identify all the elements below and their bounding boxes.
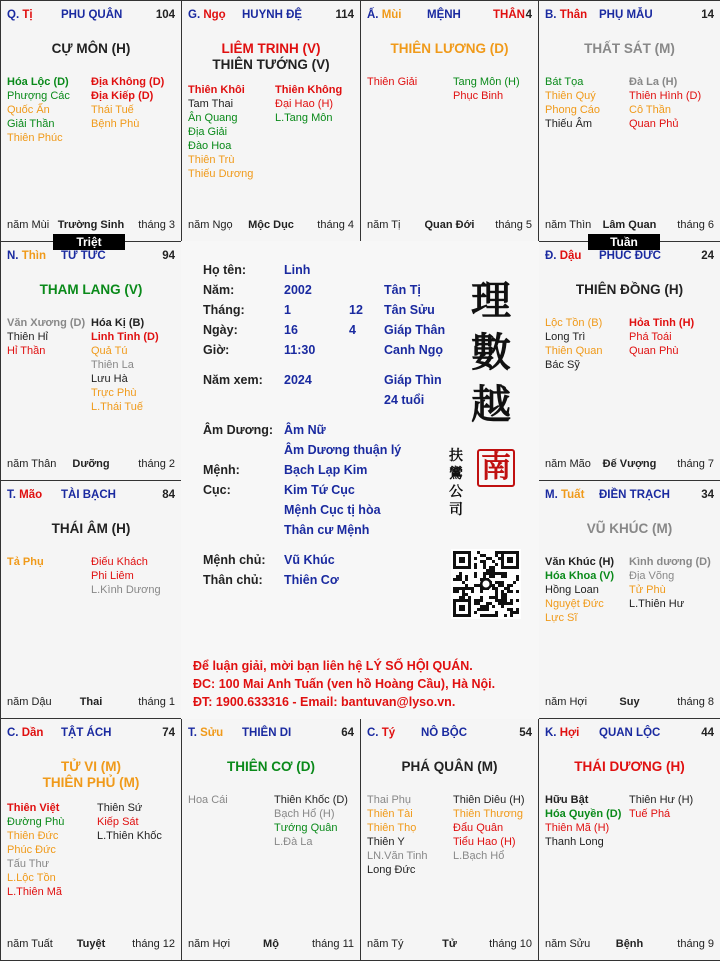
hour-label: Giờ: — [203, 343, 230, 357]
star-item: L.Tang Môn — [275, 112, 333, 124]
star-item: Lộc Tồn (B) — [545, 317, 603, 329]
main-star: THIÊN TƯỚNG (V) — [212, 57, 330, 72]
star-item: Thiếu Âm — [545, 118, 593, 130]
palace-header — [188, 9, 354, 25]
palace-cell-dau[interactable] — [538, 241, 720, 481]
stars-right — [91, 75, 164, 131]
star-item: L.Thái Tuế — [91, 401, 143, 413]
year-value: 2002 — [284, 283, 312, 297]
month-marker: tháng 4 — [317, 219, 354, 231]
star-item: Thiên Tài — [367, 808, 413, 820]
contact-address: ĐC: 100 Mai Anh Tuấn (ven hồ Hoàng Cầu), Hà Nội. — [193, 677, 496, 691]
year-label: Năm: — [203, 283, 235, 297]
branch-name: Thìn — [21, 250, 46, 262]
palace-name: HUYNH ĐỆ — [242, 9, 303, 21]
branch-code: C. — [367, 727, 382, 739]
menh-chu-value: Vũ Khúc — [284, 553, 335, 567]
palace-cell-suu[interactable] — [181, 718, 361, 961]
star-item: L.Kình Dương — [91, 584, 161, 596]
branch-name: Dần — [21, 727, 44, 739]
star-item: Cô Thần — [629, 104, 671, 116]
name-label: Họ tên: — [203, 263, 247, 277]
main-star: THÁI DƯƠNG (H) — [574, 759, 685, 774]
star-item: Thiên Thọ — [367, 822, 417, 834]
month-label: Tháng: — [203, 303, 245, 317]
star-item: Thiên Hình (D) — [629, 90, 702, 102]
star-item: Hóa Khoa (V) — [545, 570, 615, 582]
month-marker: tháng 9 — [677, 938, 714, 950]
palace-number: 104 — [155, 9, 175, 21]
main-star: THẤT SÁT (M) — [584, 41, 675, 56]
red-seal-stamp: 南 — [477, 449, 515, 487]
palace-number: 44 — [701, 727, 714, 739]
palace-footer — [7, 219, 175, 233]
palace-footer — [7, 458, 175, 472]
stars-right — [275, 83, 342, 125]
palace-number: 114 — [335, 9, 354, 21]
star-item: Long Trì — [545, 331, 586, 343]
than-cu-note: Thân cư Mệnh — [284, 523, 370, 537]
life-phase: Suy — [619, 696, 640, 708]
life-phase: Lâm Quan — [602, 219, 657, 231]
palace-footer — [7, 938, 175, 952]
star-item: Bệnh Phù — [91, 118, 140, 130]
name-value: Linh — [284, 263, 311, 277]
star-item: Tam Thai — [188, 98, 234, 110]
branch-code: G. — [188, 9, 204, 21]
star-item: Văn Xương (D) — [7, 317, 86, 329]
star-item: Địa Không (D) — [91, 76, 165, 88]
than-chu-label: Thân chủ: — [203, 573, 263, 587]
star-item: Thai Phụ — [367, 794, 412, 806]
hour-value: 11:30 — [284, 343, 316, 357]
star-item: Tử Phù — [629, 584, 666, 596]
star-item: Tang Môn (H) — [453, 76, 520, 88]
main-star: TỬ VI (M) — [61, 759, 121, 774]
year-marker: năm Thân — [7, 458, 57, 470]
main-star: THIÊN ĐỒNG (H) — [575, 282, 684, 297]
main-star: CỰ MÔN (H) — [51, 41, 131, 56]
palace-cell-than_p[interactable] — [538, 0, 720, 242]
star-item: Thiên Hỉ — [7, 331, 48, 343]
view-year-label: Năm xem: — [203, 373, 263, 387]
calligraphy-logo: 理 數 越 — [471, 277, 511, 428]
amduong-label: Âm Dương: — [203, 423, 274, 437]
palace-header — [545, 9, 714, 25]
main-star: THÁI ÂM (H) — [51, 521, 131, 536]
star-item: Đường Phù — [7, 816, 65, 828]
star-item: LN.Văn Tinh — [367, 850, 428, 862]
palace-cell-dan[interactable] — [0, 718, 182, 961]
stars-right — [91, 316, 159, 414]
palace-header — [7, 489, 175, 505]
star-item: Giải Thần — [7, 118, 55, 130]
view-year-value: 2024 — [284, 373, 312, 387]
palace-footer — [545, 458, 714, 472]
month-marker: tháng 8 — [677, 696, 714, 708]
center-info-panel — [181, 241, 539, 719]
stars-right — [274, 793, 348, 849]
life-phase: Thai — [79, 696, 103, 708]
star-item: L.Lộc Tồn — [7, 872, 56, 884]
star-item: Thiên Y — [367, 836, 405, 848]
star-item: Đà La (H) — [629, 76, 678, 88]
star-item: Phúc Đức — [7, 844, 56, 856]
palace-footer — [367, 219, 532, 233]
month-marker: tháng 7 — [677, 458, 714, 470]
branch-name: Hợi — [559, 727, 580, 739]
star-item: Lưu Hà — [91, 373, 128, 385]
star-item: Bát Tọa — [545, 76, 584, 88]
amduong-note: Âm Dương thuận lý — [284, 443, 402, 457]
star-item: Kình dương (D) — [629, 556, 711, 568]
contact-phone-email[interactable]: ĐT: 1900.633316 - Email: bantuvan@lyso.vn. — [193, 695, 456, 709]
palace-cell-thin[interactable] — [0, 241, 182, 481]
palace-number: 4 — [525, 9, 532, 21]
branch-code: B. — [545, 9, 560, 21]
life-phase: Mộ — [263, 938, 279, 950]
branch-code: N. — [7, 250, 22, 262]
year-marker: năm Thìn — [545, 219, 592, 231]
star-item: Tiểu Hao (H) — [453, 836, 516, 848]
palace-name: PHÚC ĐỨC — [599, 250, 661, 262]
menh-value: Bạch Lạp Kim — [284, 463, 368, 477]
star-item: Tướng Quân — [274, 822, 338, 834]
palace-cell-mao[interactable] — [0, 480, 182, 719]
year-marker: năm Hợi — [545, 696, 588, 708]
year-marker: năm Hợi — [188, 938, 231, 950]
star-item: Hỏa Tinh (H) — [629, 317, 695, 329]
branch-name: Tý — [381, 727, 396, 739]
palace-footer — [7, 696, 175, 710]
cuc-value: Kim Tứ Cục — [284, 483, 355, 497]
palace-header — [545, 727, 714, 743]
month-can: Tân Sửu — [384, 303, 435, 317]
branch-code: T. — [7, 489, 20, 501]
life-phase: Dưỡng — [72, 458, 110, 470]
palace-cell-ngo[interactable] — [181, 0, 361, 242]
palace-name: TẬT ÁCH — [61, 727, 112, 739]
branch-name: Sửu — [200, 727, 224, 739]
star-item: L.Đà La — [274, 836, 313, 848]
palace-header — [188, 727, 354, 743]
star-item: Hoa Cái — [188, 794, 228, 806]
stars-left — [188, 793, 228, 807]
menh-chu-label: Mệnh chủ: — [203, 553, 266, 567]
palace-number: 94 — [162, 250, 175, 262]
star-item: Linh Tinh (D) — [91, 331, 159, 343]
star-item: Thiên Phúc — [7, 132, 63, 144]
palace-footer — [545, 938, 714, 952]
star-item: Tả Phụ — [7, 556, 44, 568]
stars-left — [545, 316, 602, 372]
star-item: Thiên Khôi — [188, 84, 245, 96]
stars-left — [188, 83, 253, 181]
palace-footer — [545, 219, 714, 233]
palace-cell-hoi[interactable] — [538, 718, 720, 961]
star-item: Đào Hoa — [188, 140, 232, 152]
stars-left — [7, 801, 64, 899]
star-item: Thiên Hư (H) — [629, 794, 694, 806]
contact-line-1: Để luận giải, mời bạn liên hệ LÝ SỐ HỘI QUÁN. — [193, 659, 473, 673]
year-marker: năm Tuất — [7, 938, 53, 950]
palace-number: 54 — [519, 727, 532, 739]
hour-can: Canh Ngọ — [384, 343, 444, 357]
palace-number: 84 — [162, 489, 175, 501]
triet-tag: Triệt — [53, 234, 125, 250]
palace-name: PHU QUÂN — [61, 9, 123, 21]
stars-right — [629, 316, 694, 358]
palace-cell-ty[interactable] — [0, 0, 182, 242]
palace-cell-tuat[interactable] — [538, 480, 720, 719]
star-item: Tấu Thư — [7, 858, 50, 870]
star-item: Thiên Đức — [7, 830, 59, 842]
year-marker: năm Tý — [367, 938, 404, 950]
main-star: PHÁ QUÂN (M) — [401, 759, 498, 774]
tuan-tag: Tuần — [588, 234, 660, 250]
star-item: Văn Khúc (H) — [545, 556, 615, 568]
month-marker: tháng 3 — [138, 219, 175, 231]
palace-footer — [367, 938, 532, 952]
star-item: Thiên Quan — [545, 345, 603, 357]
star-item: Bạch Hổ (H) — [274, 808, 335, 820]
main-star: THIÊN LƯƠNG (D) — [390, 41, 509, 56]
year-marker: năm Dậu — [7, 696, 52, 708]
palace-name: THIÊN DI — [242, 727, 292, 739]
star-item: Lực Sĩ — [545, 612, 578, 624]
seal-subtitle: 扶 鸞 公 司 — [449, 448, 463, 518]
star-item: Hỉ Thần — [7, 345, 46, 357]
palace-cell-mui[interactable] — [360, 0, 539, 242]
month-marker: tháng 6 — [677, 219, 714, 231]
month-lunar: 12 — [349, 303, 363, 317]
star-item: Thiên Việt — [7, 802, 60, 814]
life-phase: Bệnh — [615, 938, 644, 950]
star-item: Hóa Quyền (D) — [545, 808, 622, 820]
year-marker: năm Sửu — [545, 938, 591, 950]
stars-left — [7, 555, 44, 569]
star-item: Thiên Diêu (H) — [453, 794, 525, 806]
branch-code: C. — [7, 727, 22, 739]
main-star: THAM LANG (V) — [39, 282, 143, 297]
palace-footer — [545, 696, 714, 710]
stars-right — [629, 793, 693, 821]
star-item: Phượng Các — [7, 90, 70, 102]
star-item: Hóa Kị (B) — [91, 317, 145, 329]
stars-right — [453, 793, 525, 863]
star-item: Thiên Thương — [453, 808, 524, 820]
star-item: Hữu Bật — [545, 794, 589, 806]
day-can: Giáp Thân — [384, 323, 446, 337]
star-item: Thiên Khốc (D) — [274, 794, 348, 806]
palace-name: QUAN LỘC — [599, 727, 661, 739]
stars-left — [545, 75, 600, 131]
main-star: LIÊM TRINH (V) — [221, 41, 321, 56]
main-star: THIÊN PHỦ (M) — [42, 775, 140, 790]
palace-number: 74 — [162, 727, 175, 739]
life-phase: Tử — [442, 938, 457, 950]
month-marker: tháng 11 — [311, 938, 354, 950]
palace-header — [7, 727, 175, 743]
year-marker: năm Tị — [367, 219, 401, 231]
star-item: Địa Kiếp (D) — [91, 90, 154, 102]
star-item: Nguyệt Đức — [545, 598, 604, 610]
star-item: Phong Cáo — [545, 104, 601, 116]
branch-code: Đ. — [545, 250, 560, 262]
stars-left — [367, 75, 417, 89]
age-value: 24 tuổi — [384, 393, 425, 407]
palace-name: TÀI BẠCH — [61, 489, 116, 501]
palace-number: 24 — [701, 250, 714, 262]
star-item: Thiên La — [91, 359, 134, 371]
palace-footer — [188, 938, 354, 952]
palace-name: MỆNH — [427, 9, 461, 21]
palace-name: PHỤ MẪU — [599, 9, 653, 21]
stars-right — [91, 555, 161, 597]
amduong-value: Âm Nữ — [284, 423, 326, 437]
star-item: Thiếu Dương — [188, 168, 254, 180]
star-item: Thiên Không — [275, 84, 343, 96]
view-year-can: Giáp Thìn — [384, 373, 442, 387]
branch-name: Tị — [22, 9, 33, 21]
stars-right — [629, 75, 701, 131]
star-item: L.Thiên Khốc — [97, 830, 162, 842]
palace-cell-ty2[interactable] — [360, 718, 539, 961]
year-can: Tân Tị — [384, 283, 421, 297]
branch-code: Ấ. — [367, 9, 382, 21]
branch-name: Dậu — [559, 250, 582, 262]
stars-left — [545, 793, 621, 849]
branch-name: Ngọ — [203, 9, 226, 21]
star-item: Kiếp Sát — [97, 816, 139, 828]
than-chu-value: Thiên Cơ — [284, 573, 339, 587]
star-item: Trực Phù — [91, 387, 137, 399]
star-item: Phá Toái — [629, 331, 672, 343]
day-lunar: 4 — [349, 323, 356, 337]
branch-name: Tuất — [560, 489, 585, 501]
star-item: Hóa Lộc (D) — [7, 76, 69, 88]
cuc-label: Cục: — [203, 483, 231, 497]
star-item: Thiên Giải — [367, 76, 418, 88]
year-marker: năm Ngọ — [188, 219, 233, 231]
star-item: Quan Phủ — [629, 118, 679, 130]
month-marker: tháng 2 — [138, 458, 175, 470]
star-item: L.Thiên Hư — [629, 598, 685, 610]
star-item: Thái Tuế — [91, 104, 134, 116]
star-item: Địa Võng — [629, 570, 675, 582]
month-marker: tháng 10 — [489, 938, 532, 950]
branch-code: K. — [545, 727, 560, 739]
cuc-note: Mệnh Cục tị hòa — [284, 503, 381, 517]
palace-footer — [188, 219, 354, 233]
palace-header — [545, 489, 714, 505]
qr-code[interactable] — [451, 549, 521, 619]
life-phase: Mộc Dục — [248, 219, 294, 231]
main-star: THIÊN CƠ (D) — [226, 759, 315, 774]
palace-name: NÔ BỘC — [421, 727, 467, 739]
branch-name: Thân — [559, 9, 588, 21]
stars-right — [453, 75, 520, 103]
star-item: Thanh Long — [545, 836, 604, 848]
life-phase: Đế Vượng — [602, 458, 657, 470]
star-item: Thiên Sứ — [97, 802, 143, 814]
star-item: Quả Tú — [91, 345, 128, 357]
stars-right — [97, 801, 162, 843]
star-item: Quan Phù — [629, 345, 679, 357]
palace-name: TỬ TỨC — [61, 250, 106, 262]
branch-name: Mão — [19, 489, 43, 501]
star-item: Quốc Ấn — [7, 104, 50, 116]
stars-left — [7, 316, 85, 358]
star-item: Hồng Loan — [545, 584, 599, 596]
menh-label: Mệnh: — [203, 463, 240, 477]
palace-number: 14 — [701, 9, 714, 21]
palace-header — [7, 9, 175, 25]
star-item: Phi Liêm — [91, 570, 134, 582]
month-marker: tháng 5 — [495, 219, 532, 231]
year-marker: năm Mão — [545, 458, 591, 470]
star-item: L.Thiên Mã — [7, 886, 63, 898]
palace-number: 64 — [341, 727, 354, 739]
stars-left — [367, 793, 428, 877]
star-item: Phục Binh — [453, 90, 504, 102]
star-item: Địa Giải — [188, 126, 228, 138]
month-value: 1 — [284, 303, 291, 317]
stars-left — [7, 75, 70, 145]
palace-name: ĐIỀN TRẠCH — [599, 489, 670, 501]
branch-code: Q. — [7, 9, 23, 21]
palace-header — [7, 250, 175, 266]
palace-header — [545, 250, 714, 266]
than-marker: THÂN — [493, 9, 525, 21]
life-phase: Tuyệt — [76, 938, 106, 950]
star-item: L.Bạch Hổ — [453, 850, 505, 862]
branch-code: T. — [188, 727, 201, 739]
star-item: Long Đức — [367, 864, 416, 876]
star-item: Điếu Khách — [91, 556, 148, 568]
star-item: Thiên Trù — [188, 154, 235, 166]
stars-left — [545, 555, 614, 625]
star-item: Thiên Mã (H) — [545, 822, 610, 834]
star-item: Thiên Quý — [545, 90, 596, 102]
palace-header — [367, 727, 532, 743]
star-item: Tuế Phá — [629, 808, 671, 820]
month-marker: tháng 1 — [138, 696, 175, 708]
star-item: Đẩu Quân — [453, 822, 504, 834]
star-item: Bác Sỹ — [545, 359, 580, 371]
day-value: 16 — [284, 323, 298, 337]
star-item: Đại Hao (H) — [275, 98, 334, 110]
star-item: Ân Quang — [188, 112, 238, 124]
palace-number: 34 — [701, 489, 714, 501]
branch-code: M. — [545, 489, 561, 501]
month-marker: tháng 12 — [132, 938, 175, 950]
life-phase: Quan Đới — [424, 219, 475, 231]
year-marker: năm Mùi — [7, 219, 50, 231]
stars-right — [629, 555, 711, 611]
palace-header — [367, 9, 532, 25]
main-star: VŨ KHÚC (M) — [586, 521, 673, 536]
life-phase: Trường Sinh — [57, 219, 125, 231]
day-label: Ngày: — [203, 323, 238, 337]
branch-name: Mùi — [381, 9, 402, 21]
